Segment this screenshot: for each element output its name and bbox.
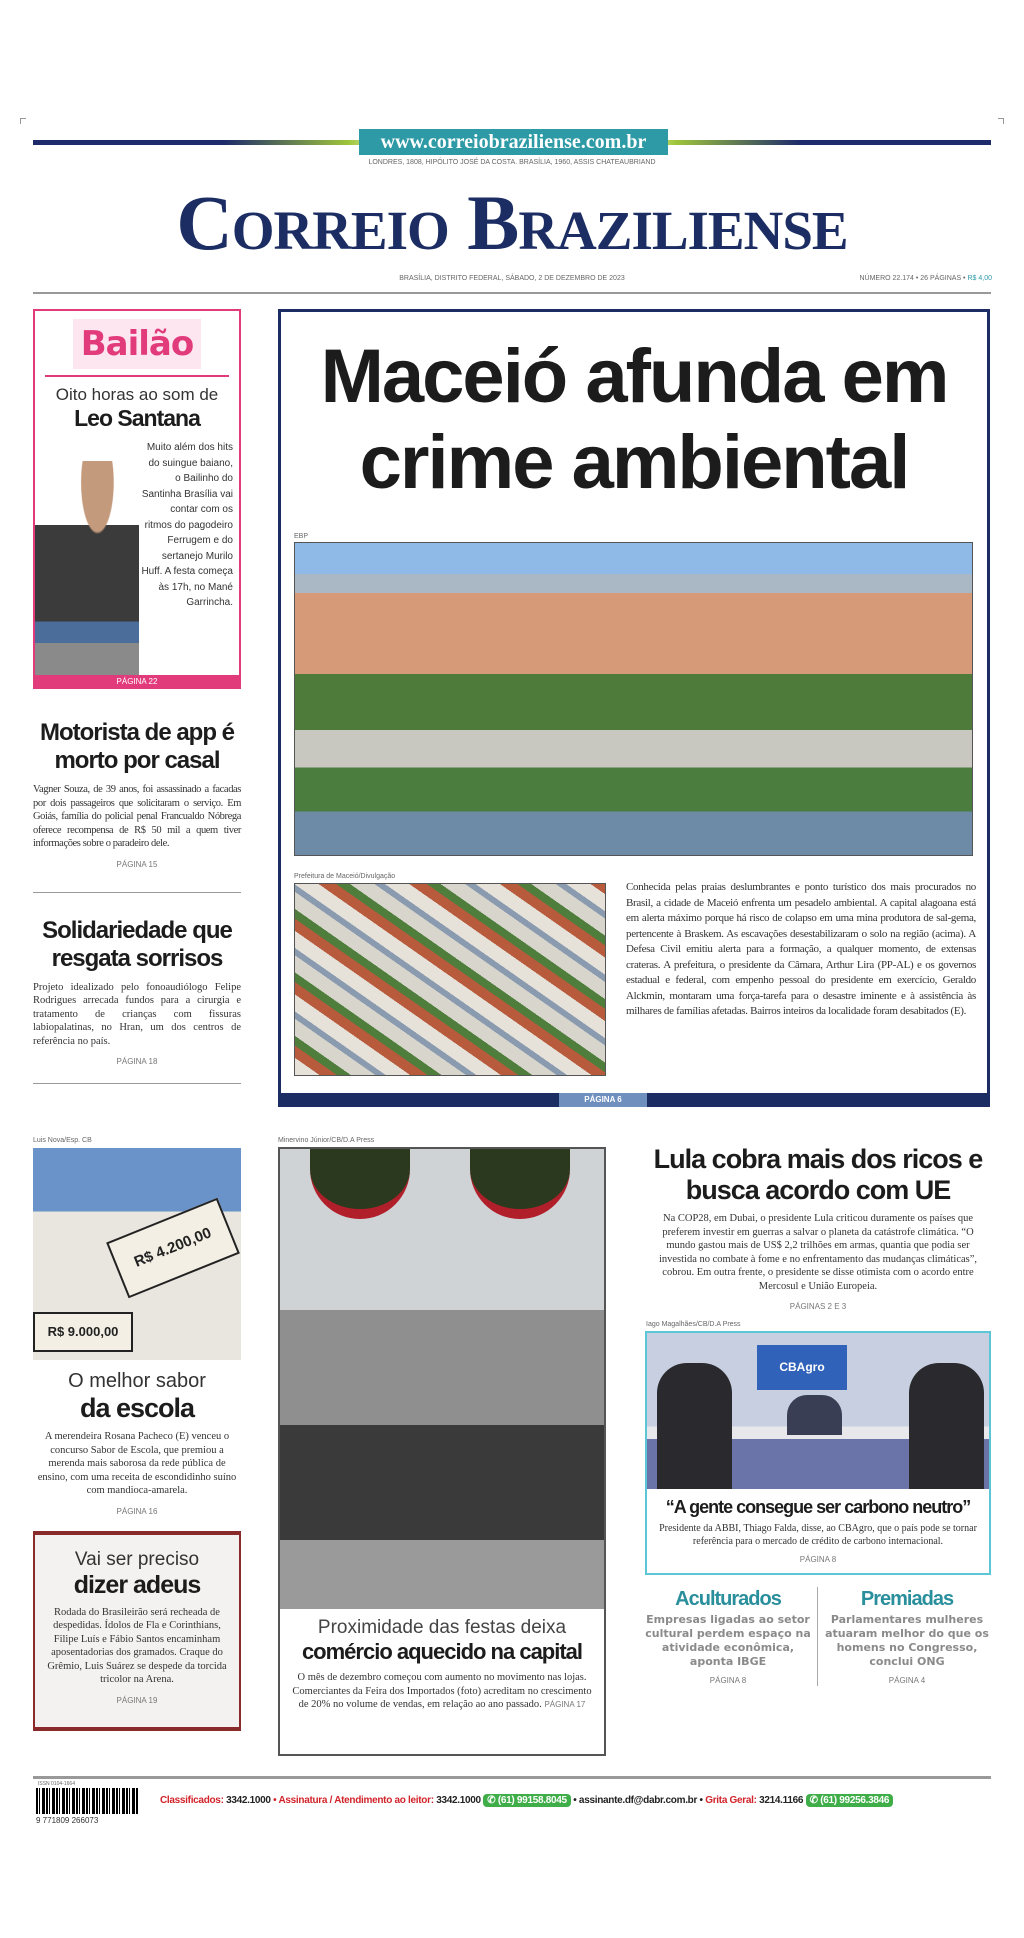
page-ref[interactable]: PÁGINA 16 xyxy=(116,1506,158,1516)
site-url[interactable]: www.correiobraziliense.com.br xyxy=(359,129,668,155)
photo-credit: Prefeitura de Maceió/Divulgação xyxy=(294,873,396,880)
body: Vagner Souza, de 39 anos, foi assassinado a facadas por dois passageiros que solicitaram o serviço. Em Goiás, família do policial penal Francualdo Nóbrega oferece recompensa de R$ 50 mil a quem tiver informações sobre o paradeiro dele. xyxy=(33,784,241,849)
brief-aculturados xyxy=(643,1587,813,1686)
crop-mark xyxy=(20,118,26,124)
whatsapp-icon: ✆ xyxy=(809,1795,818,1806)
bailao-box[interactable] xyxy=(33,309,241,689)
page-ref[interactable]: PÁGINA 19 xyxy=(116,1695,158,1705)
phone[interactable]: 3342.1000 xyxy=(436,1795,481,1806)
bailao-logo: Bailão xyxy=(73,319,201,369)
interviewer-silhouette xyxy=(909,1363,984,1489)
price: R$ 4,00 xyxy=(967,275,992,282)
check: R$ 9.000,00 xyxy=(33,1312,133,1352)
carbono-box[interactable] xyxy=(645,1331,991,1575)
body: A merendeira Rosana Pacheco (E) venceu o concurso Sabor de Escola, que premiou a merenda mais saborosa da rede pública de ensino, com uma receita de escondidinho suíno com mandioca-amarela. xyxy=(37,1431,237,1496)
phone[interactable]: 3342.1000 xyxy=(226,1795,271,1806)
divider xyxy=(33,1083,241,1084)
comercio-box[interactable] xyxy=(278,1147,606,1756)
crop-mark xyxy=(998,118,1004,124)
phone: (61) 99256.3846 xyxy=(820,1795,890,1806)
body: Projeto idealizado pelo fonoaudiólogo Felipe Rodrigues arrecada fundos para a cirurgia e tratamento de crianças com fissuras labiopalatinas, no Hran, um dos centros de referência no país. xyxy=(33,981,241,1047)
email[interactable]: • assinante.df@dabr.com.br • xyxy=(573,1795,703,1806)
founders-line: LONDRES, 1808, HIPÓLITO JOSÉ DA COSTA. BRASÍLIA, 1960, ASSIS CHATEAUBRIAND xyxy=(368,159,656,166)
page-ref[interactable]: PÁGINA 15 xyxy=(116,859,158,869)
wreath-decoration xyxy=(470,1149,570,1219)
headline-adeus: dizer adeus xyxy=(73,1570,201,1599)
photo-credit: EBP xyxy=(294,533,309,540)
label: • Assinatura / Atendimento ao leitor: xyxy=(273,1795,434,1806)
divider xyxy=(33,892,241,893)
cook-award-photo xyxy=(33,1148,241,1360)
main-headline-line-2: crime ambiental xyxy=(359,420,909,505)
page-ref[interactable]: PÁGINA 22 xyxy=(33,675,241,689)
neighborhood-aerial-photo xyxy=(294,883,606,1076)
label: Classificados: xyxy=(160,1795,224,1806)
divider xyxy=(45,375,229,377)
headline-escola[interactable]: da escola xyxy=(79,1393,195,1423)
contact-line xyxy=(160,1794,1000,1807)
page-ref[interactable]: PÁGINA 17 xyxy=(544,1700,586,1709)
body: Presidente da ABBI, Thiago Falda, disse, ao CBAgro, que o país pode se tornar referência para o mercado de crédito de carbono internacional. xyxy=(659,1523,977,1547)
adeus-box[interactable] xyxy=(33,1531,241,1731)
barcode-number: 9 771809 266073 xyxy=(36,1816,99,1825)
maceio-aerial-photo xyxy=(294,542,973,856)
body: Empresas ligadas ao setor cultural perdem espaço na atividade econômica, aponta IBGE xyxy=(645,1613,811,1668)
divider xyxy=(817,1587,818,1686)
check: R$ 4.200,00 xyxy=(106,1198,240,1299)
edition: NÚMERO 22.174 • 26 PÁGINAS • xyxy=(859,275,966,282)
headline-carbono: “A gente consegue ser carbono neutro” xyxy=(665,1497,971,1517)
page-bar xyxy=(278,1093,990,1107)
whatsapp-icon: ✆ xyxy=(487,1795,496,1806)
phone[interactable]: 3214.1166 xyxy=(759,1795,804,1806)
brief-premiadas xyxy=(822,1587,992,1686)
photo-credit: Minervino Júnior/CB/D.A Press xyxy=(278,1137,375,1144)
kicker: Oito horas ao som de xyxy=(55,385,219,404)
body: Parlamentares mulheres atuaram melhor do que os homens no Congresso, conclui ONG xyxy=(825,1613,989,1668)
newspaper-logo: Correio Braziliense xyxy=(176,179,848,266)
kicker: Proximidade das festas deixa xyxy=(317,1617,567,1638)
kicker: O melhor sabor xyxy=(68,1370,206,1392)
page-ref[interactable]: PÁGINA 8 xyxy=(709,1676,747,1685)
headline-solidariedade[interactable]: Solidariedade que resgata sorrisos xyxy=(42,916,232,972)
label: Grita Geral: xyxy=(705,1795,757,1806)
photo-credit: Luis Nova/Esp. CB xyxy=(33,1137,92,1144)
body xyxy=(292,1671,592,1712)
body-text: O mês de dezembro começou com aumento no movimento nas lojas. Comerciantes da Feira dos Importados (foto) acreditam no crescimento de 20% no volume de vendas, em relação ao ano passado. xyxy=(292,1672,592,1710)
kicker: Vai ser preciso xyxy=(74,1548,200,1570)
body: Muito além dos hits do suingue baiano, o Bailinho do Santinha Brasília vai contar com os ritmos do pagodeiro Ferrugem e do sertanejo Murilo Huff. A festa começa às 17h, no Mané Garrincha. xyxy=(141,442,233,608)
headline-aculturados[interactable]: Aculturados xyxy=(675,1588,781,1610)
whatsapp-badge[interactable] xyxy=(806,1794,893,1807)
interviewer-silhouette xyxy=(657,1363,732,1489)
divider xyxy=(33,292,991,294)
barcode xyxy=(36,1788,138,1814)
page-ref[interactable]: PÁGINA 18 xyxy=(116,1057,158,1066)
headline-comercio: comércio aquecido na capital xyxy=(301,1639,583,1664)
headline-lula[interactable]: Lula cobra mais dos ricos e busca acordo com UE xyxy=(653,1144,983,1205)
page-ref[interactable]: PÁGINA 8 xyxy=(799,1555,837,1564)
body: Na COP28, em Dubai, o presidente Lula criticou duramente os países que preferem investir em guerras a salvar o planeta da catástrofe climática. “O mundo gastou mais de US$ 2,2 trilhões em armas, quantia que podia ser investida no combate à fome e no enfrentamento das mudanças climáticas”, cobrou. Em outra frente, o presidente se disse otimista com o acordo entre Mercosul e União Europeia. xyxy=(658,1213,978,1292)
main-story-box[interactable] xyxy=(278,309,990,1107)
whatsapp-badge[interactable] xyxy=(483,1794,570,1807)
tv-screen: CBAgro xyxy=(757,1345,847,1390)
photo-credit: Iago Magalhães/CB/D.A Press xyxy=(646,1321,741,1328)
edition-info xyxy=(840,274,992,283)
left-column-bottom xyxy=(33,1136,241,1731)
headline: Leo Santana xyxy=(74,405,200,431)
right-column-bottom xyxy=(643,1144,993,1686)
left-column-top xyxy=(33,309,241,1084)
divider xyxy=(33,1776,991,1779)
page-ref[interactable]: PÁGINAS 2 E 3 xyxy=(789,1302,847,1311)
dateline: BRASÍLIA, DISTRITO FEDERAL, SÁBADO, 2 DE DEZEMBRO DE 2023 xyxy=(399,275,625,282)
singer-photo xyxy=(35,461,139,675)
body: Rodada do Brasileirão será recheada de despedidas. Ídolos de Fla e Corinthians, Filipe Luís e Fábio Santos encaminham aposentadorias dos gramados. Craque do Grêmio, Luis Suárez se despede da torcida tricolor na Arena. xyxy=(47,1606,227,1685)
phone: (61) 99158.8045 xyxy=(497,1795,567,1806)
headline-motorista[interactable]: Motorista de app é morto por casal xyxy=(39,719,235,774)
briefs-row xyxy=(643,1587,993,1686)
page-ref[interactable]: PÁGINA 4 xyxy=(888,1676,926,1685)
headline-premiadas[interactable]: Premiadas xyxy=(860,1588,954,1610)
main-body: Conhecida pelas praias deslumbrantes e ponto turístico dos mais procurados no Brasil, a cidade de Maceió enfrenta um pesadelo ambiental. A capital alagoana está em alerta máximo porque há risco de colapso em uma mina produtora de sal-gema, pertencente à Braskem. As escavações desestabilizaram o solo na região (acima). A Defesa Civil emitiu alerta para a formação, a qualquer momento, de extensas crateras. A prefeitura, o presidente da Câmara, Arthur Lira (PP-AL) e os governos estadual e federal, com empenho pessoal do presidente em exercício, Geraldo Alckmin, montaram uma força-tarefa para o desastre iminente e à assistência às milhares de famílias afetadas. Bairros inteiros da localidade foram desabitados (E). xyxy=(626,881,976,1017)
center-column-bottom xyxy=(278,1136,606,1756)
page-ref[interactable]: PÁGINA 6 xyxy=(559,1093,647,1107)
guest-silhouette xyxy=(787,1395,842,1435)
issn: ISSN 0104-1664 xyxy=(38,1781,75,1787)
market-photo xyxy=(280,1149,604,1609)
wreath-decoration xyxy=(310,1149,410,1219)
main-headline-line-1: Maceió afunda em xyxy=(320,334,948,419)
tv-interview-photo xyxy=(647,1333,989,1489)
